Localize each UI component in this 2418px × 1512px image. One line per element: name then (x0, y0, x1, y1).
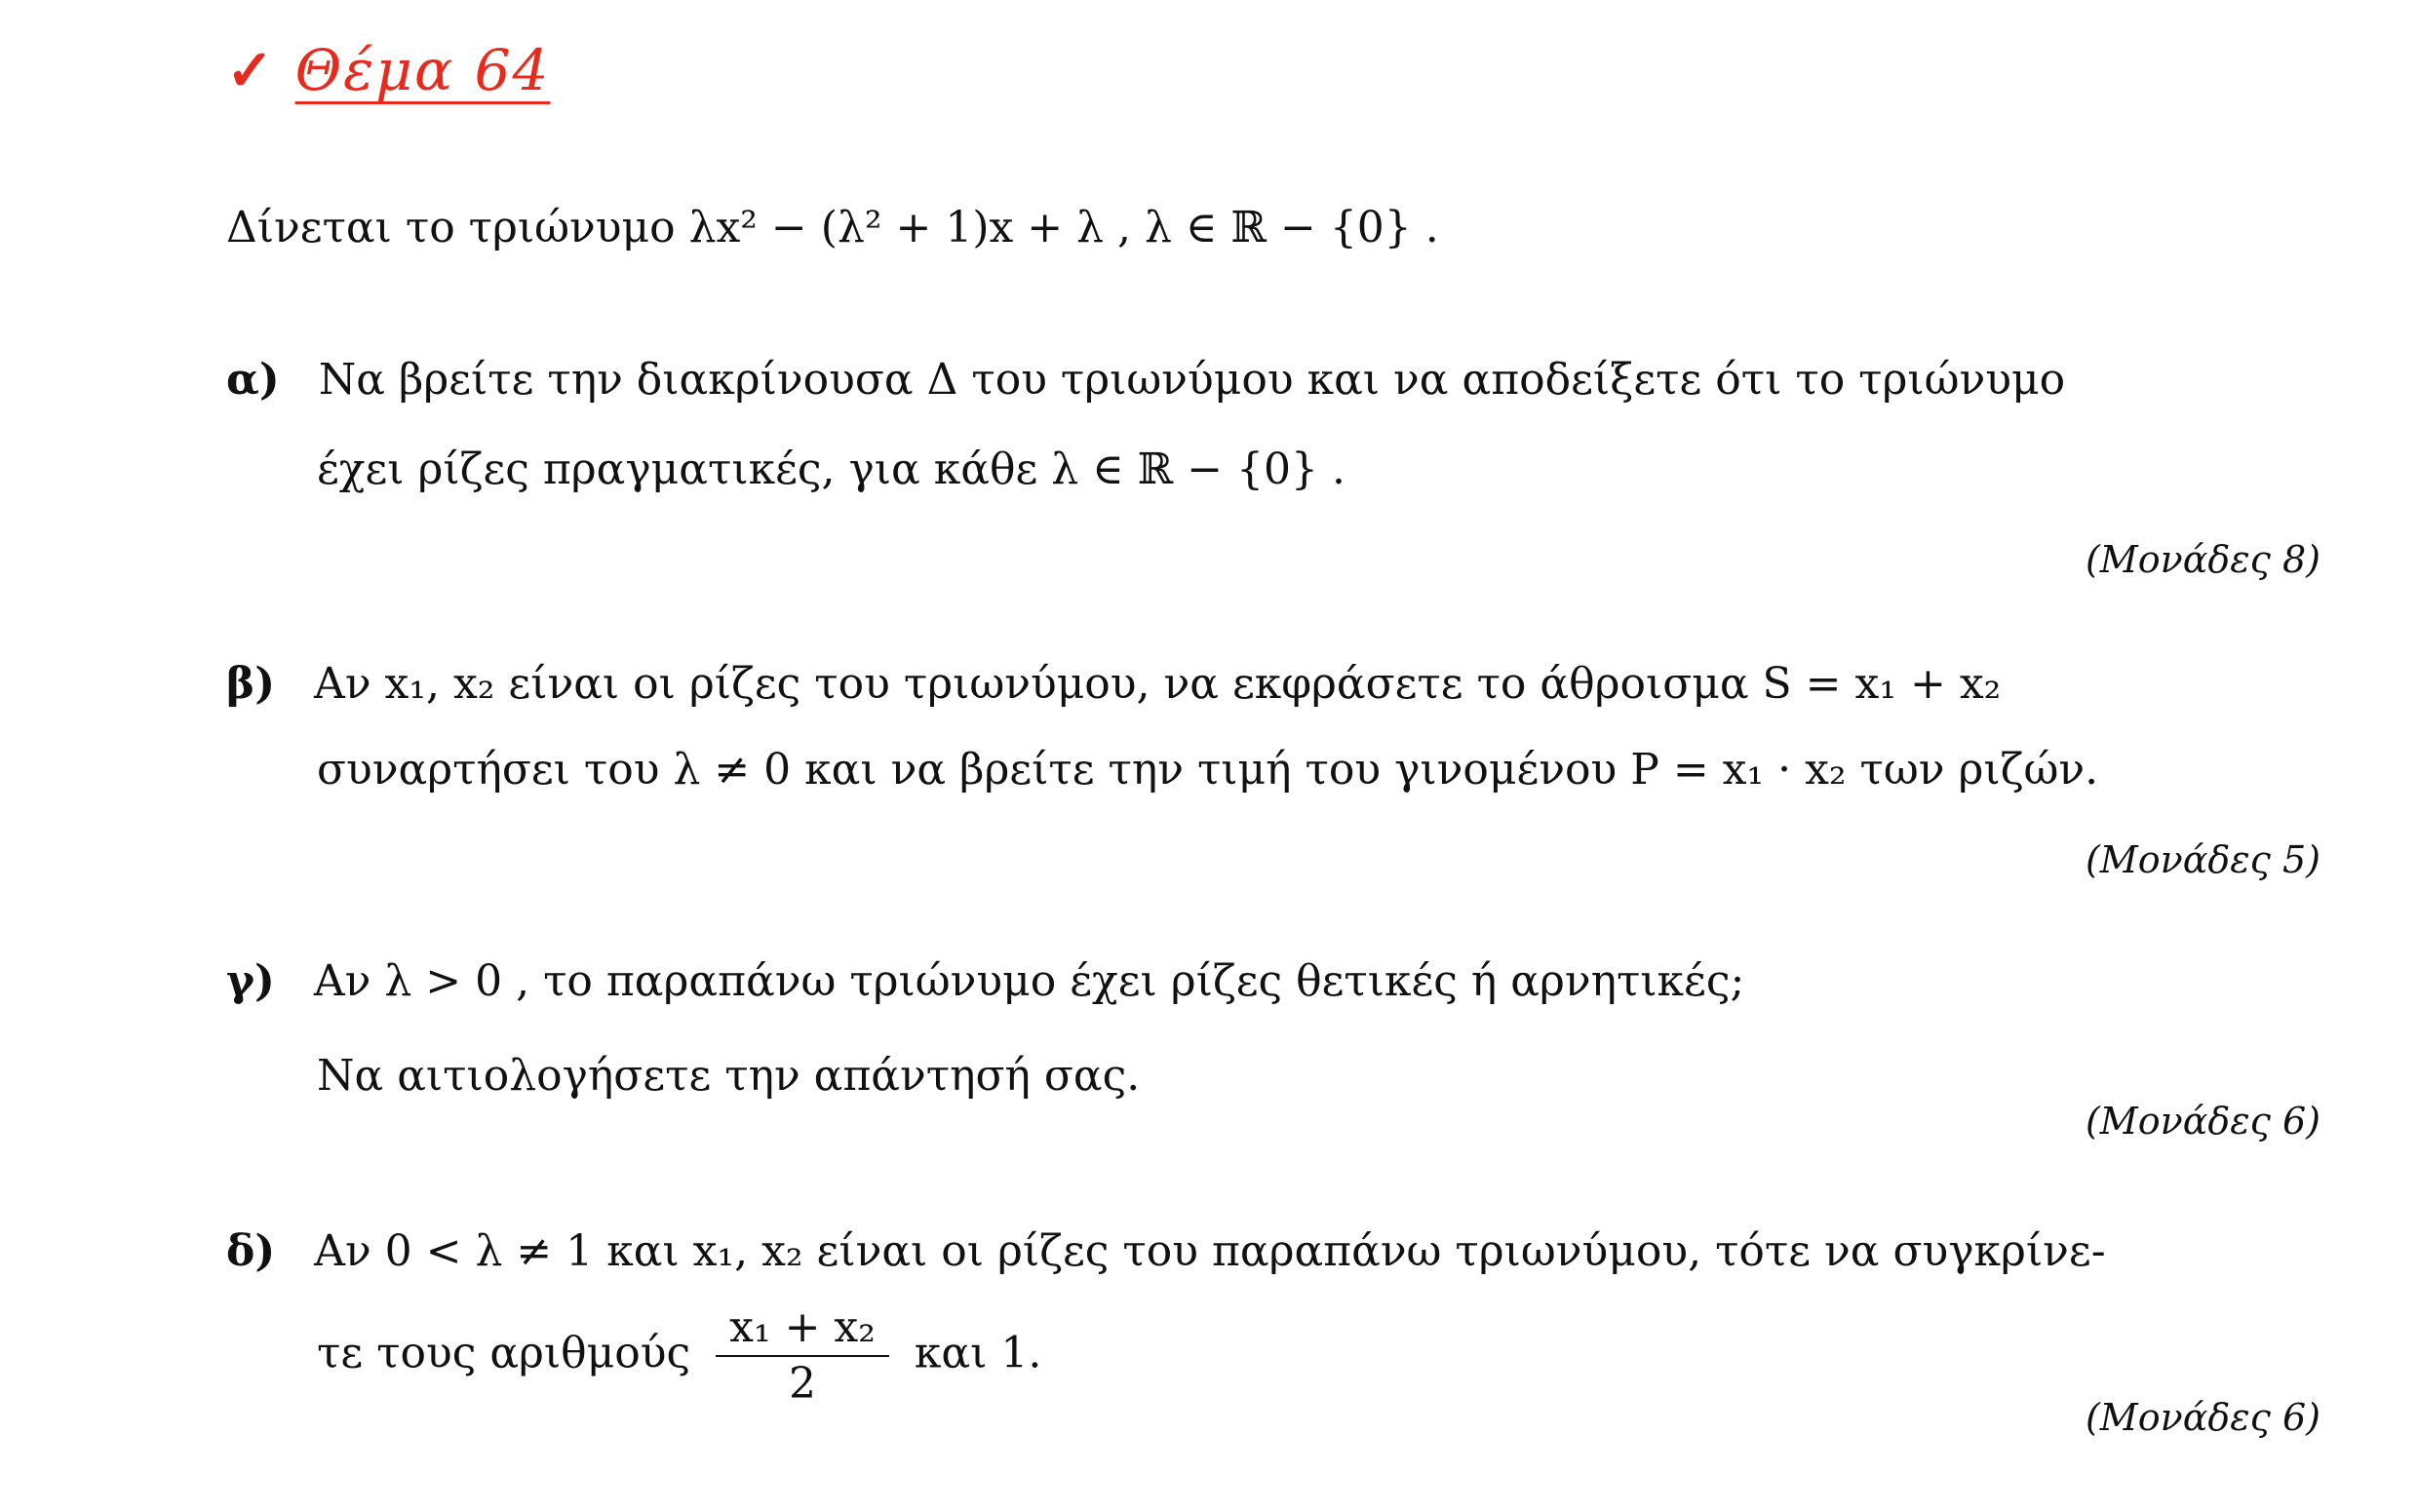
question-b-line1 (226, 659, 2002, 709)
page-title (226, 37, 550, 103)
fraction-numerator: x₁ + x₂ (716, 1306, 889, 1357)
question-d-suffix: και 1. (914, 1328, 1042, 1378)
question-d-line1 (226, 1226, 2106, 1276)
question-c-label: γ) (226, 956, 275, 1006)
check-icon: ✓ (226, 37, 274, 103)
question-c-line2: Να αιτιολογήσετε την απάντησή σας. (317, 1051, 1141, 1101)
title-text: Θέμα 64 (294, 37, 551, 103)
question-a-line1 (226, 355, 2066, 405)
question-d-text1: Αν 0 < λ ≠ 1 και x₁, x₂ είναι οι ρίζες του παραπάνω τριωνύμου, τότε να συγκρίνε- (314, 1226, 2106, 1276)
fraction (716, 1302, 889, 1409)
question-d-marks: (Μονάδες 6) (2085, 1396, 2320, 1439)
fraction-denominator: 2 (789, 1359, 817, 1409)
question-a-text1: Να βρείτε την διακρίνουσα Δ του τριωνύμου και να αποδείξετε ότι το τριώνυμο (318, 355, 2066, 405)
question-d-label: δ) (226, 1226, 276, 1276)
question-c-marks: (Μονάδες 6) (2085, 1100, 2320, 1143)
question-a-marks: (Μονάδες 8) (2085, 538, 2320, 581)
question-b-text1: Αν x₁, x₂ είναι οι ρίζες του τριωνύμου, να εκφράσετε το άθροισμα S = x₁ + x₂ (314, 659, 2002, 709)
question-b-line2: συναρτήσει του λ ≠ 0 και να βρείτε την τιμή του γινομένου P = x₁ · x₂ των ριζών. (317, 745, 2099, 795)
question-b-marks: (Μονάδες 5) (2085, 838, 2320, 881)
question-a-label: α) (226, 355, 280, 405)
intro-text: Δίνεται το τριώνυμο (226, 203, 676, 252)
question-a-line2: έχει ρίζες πραγματικές, για κάθε λ ∈ ℝ − {0} . (317, 445, 1346, 494)
question-b-label: β) (226, 659, 276, 709)
intro-expression: λx² − (λ² + 1)x + λ , λ ∈ ℝ − {0} . (688, 203, 1439, 252)
question-d-prefix: τε τους αριθμούς (317, 1328, 691, 1378)
question-c-text1: Αν λ > 0 , το παραπάνω τριώνυμο έχει ρίζες θετικές ή αρνητικές; (313, 956, 1745, 1006)
intro-line (226, 203, 1439, 252)
question-c-line1 (226, 956, 1745, 1006)
question-d-line2 (317, 1302, 1042, 1409)
